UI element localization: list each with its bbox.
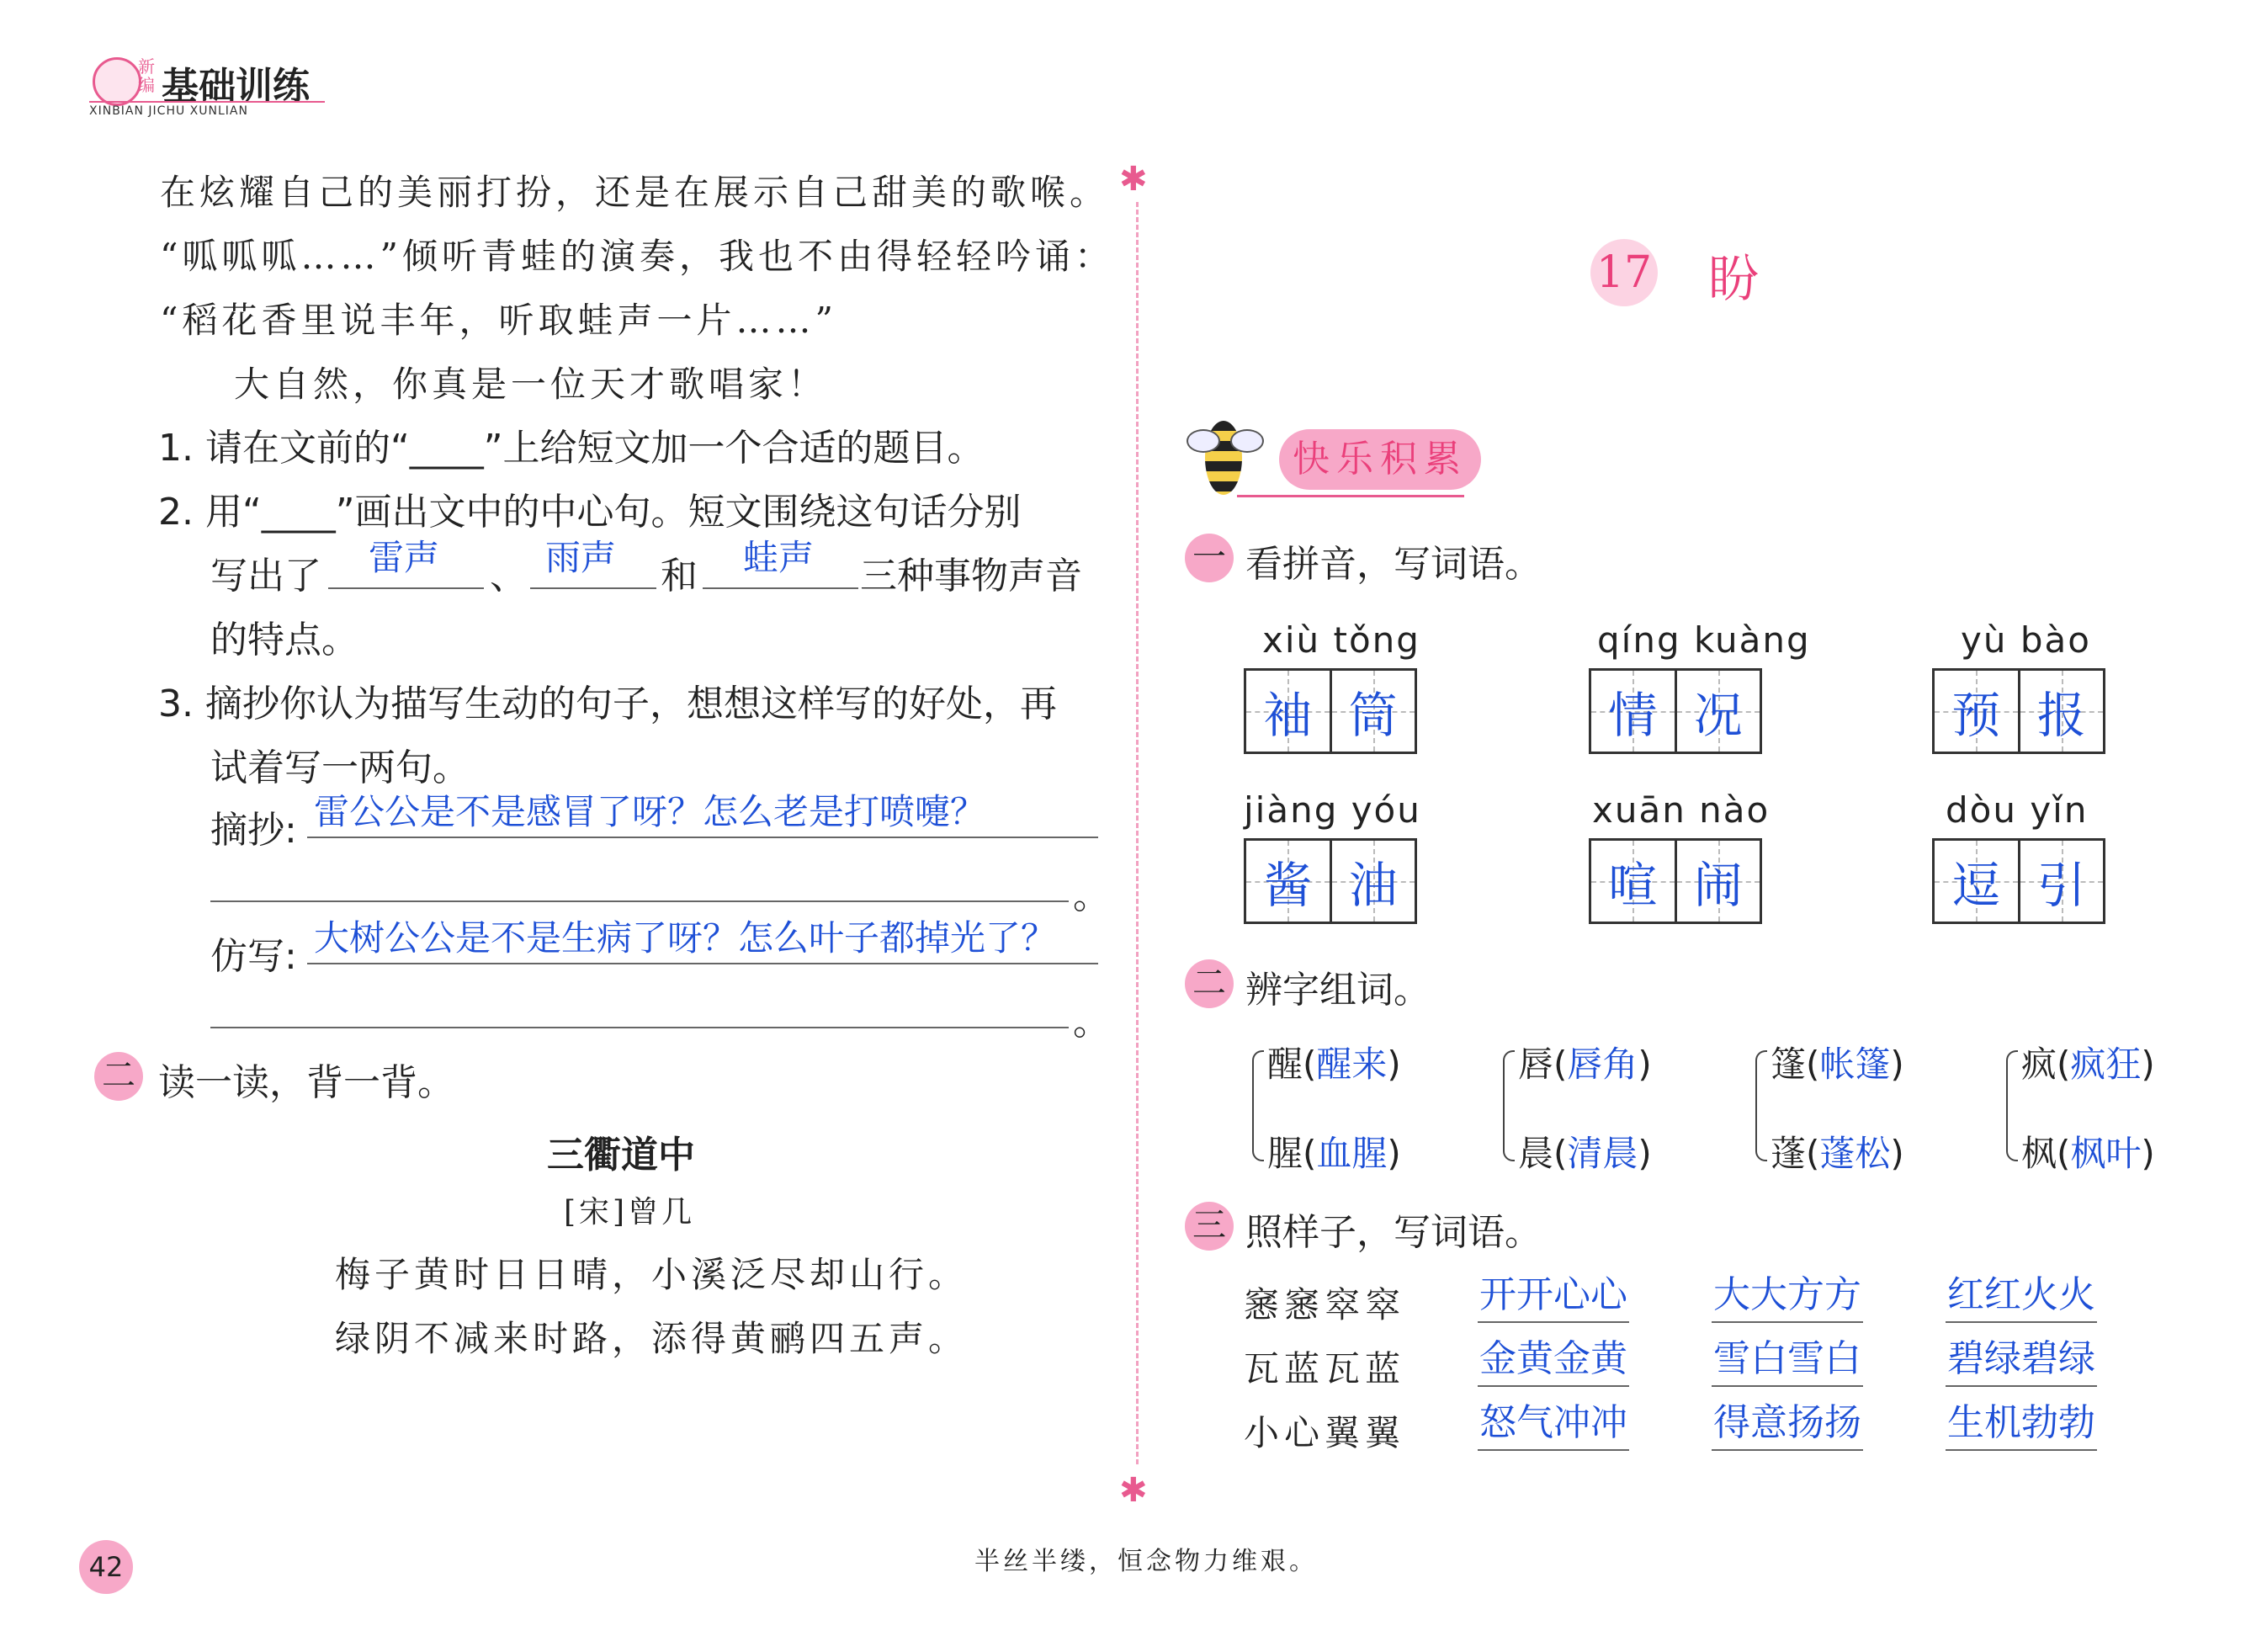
answer-thunder: 雷声 (369, 537, 440, 578)
tianzi-cell: 喧 (1591, 841, 1675, 922)
brace (1503, 1050, 1515, 1161)
answer: 疯狂 (2070, 1044, 2142, 1085)
answer-word[interactable]: 雪白雪白 (1712, 1328, 1863, 1387)
banner-underline (1237, 495, 1464, 497)
example-word-2: 瓦蓝瓦蓝 (1244, 1348, 1406, 1389)
question-2-line-3: 的特点。 (210, 619, 358, 661)
section-2-right-title: 辨字组词。 (1245, 969, 1431, 1012)
tianzi-box-3[interactable] (1932, 668, 2105, 754)
answer-word[interactable]: 碧绿碧绿 (1946, 1328, 2097, 1387)
question-1: 1. 请在文前的“____”上给短文加一个合适的题目。 (158, 427, 985, 470)
answer: 帐篷 (1819, 1044, 1891, 1085)
answer-rain: 雨声 (545, 537, 617, 578)
tianzi-cell: 闹 (1675, 841, 1760, 922)
section-3-right-title: 照样子，写词语。 (1245, 1211, 1542, 1254)
lesson-title: 盼 (1708, 250, 1759, 309)
bee-icon (1187, 404, 1262, 497)
answer-word[interactable]: 开开心心 (1478, 1264, 1629, 1323)
tianzi-cell: 报 (2018, 671, 2104, 752)
excerpt-label: 摘抄: (210, 809, 297, 852)
tianzi-box-4[interactable] (1244, 838, 1417, 924)
answer-word[interactable]: 大大方方 (1712, 1264, 1863, 1323)
brace (1755, 1050, 1767, 1161)
answer-word[interactable]: 怒气冲冲 (1478, 1392, 1629, 1451)
answer-word[interactable]: 红红火火 (1946, 1264, 2097, 1323)
poem-line-1: 梅子黄时日日晴，小溪泛尽却山行。 (335, 1254, 969, 1295)
answer-frog: 蛙声 (743, 537, 815, 578)
tianzi-box-5[interactable] (1589, 838, 1762, 924)
tianzi-box-6[interactable] (1932, 838, 2105, 924)
divider-star-bottom: ✱ (1119, 1471, 1148, 1510)
word-group-2-bottom: 晨(清晨) (1518, 1133, 1652, 1174)
center-divider (1136, 202, 1139, 1464)
section-2-right-number: 二 (1185, 959, 1234, 1008)
section-2-left-title: 读一读，背一背。 (158, 1061, 454, 1104)
word-group-4-bottom: 枫(枫叶) (2021, 1133, 2155, 1174)
answer: 血腥 (1316, 1133, 1388, 1174)
divider-star-top: ✱ (1119, 160, 1148, 199)
question-3-line-2: 试着写一两句。 (210, 746, 470, 789)
poem-line-2: 绿阴不减来时路，添得黄鹂四五声。 (335, 1318, 969, 1359)
imitate-label: 仿写: (210, 935, 297, 978)
answer-word[interactable]: 得意扬扬 (1712, 1392, 1863, 1451)
pinyin-3: yù bào (1961, 619, 2091, 661)
tianzi-cell: 预 (1935, 671, 2018, 752)
pinyin-1: xiù tǒng (1262, 619, 1420, 661)
poem-title: 三衢道中 (547, 1134, 695, 1177)
example-word-1: 窸窸窣窣 (1244, 1284, 1406, 1325)
word-group-3-top: 篷(帐篷) (1771, 1044, 1904, 1085)
answer-blank-1[interactable] (328, 537, 484, 589)
pinyin-4: jiàng yóu (1244, 789, 1421, 831)
question-2-prefix: 写出了 (210, 555, 321, 598)
tianzi-cell: 逗 (1935, 841, 2018, 922)
excerpt-period: 。 (1073, 874, 1110, 917)
tianzi-box-1[interactable] (1244, 668, 1417, 754)
footer-motto: 半丝半缕，恒念物力维艰。 (974, 1547, 1318, 1576)
answer: 醒来 (1316, 1044, 1388, 1085)
pinyin-2: qíng kuàng (1597, 619, 1811, 661)
brace (1252, 1050, 1264, 1161)
excerpt-line-2[interactable] (210, 850, 1069, 902)
question-2-sep-1: 、 (490, 555, 527, 598)
answer: 唇角 (1567, 1044, 1638, 1085)
section-1-right-number: 一 (1185, 534, 1234, 582)
question-2-line-1: 2. 用“____”画出文中的中心句。短文围绕这句话分别 (158, 491, 1022, 534)
word-group-3-bottom: 蓬(蓬松) (1771, 1133, 1904, 1174)
answer-blank-2[interactable] (530, 537, 656, 589)
series-title: 基础训练 (162, 65, 310, 108)
answer: 枫叶 (2070, 1133, 2142, 1174)
section-1-right-title: 看拼音，写词语。 (1245, 543, 1542, 586)
tianzi-cell: 筒 (1330, 671, 1415, 752)
series-pinyin: XINBIAN JICHU XUNLIAN (89, 104, 248, 118)
lesson-number: 17 (1590, 239, 1658, 306)
tianzi-box-2[interactable] (1589, 668, 1762, 754)
passage-line-3: “稻花香里说丰年，听取蛙声一片……” (160, 300, 837, 341)
word-group-4-top: 疯(疯狂) (2021, 1044, 2155, 1085)
example-word-3: 小心翼翼 (1244, 1412, 1406, 1453)
word-group-1-bottom: 腥(血腥) (1267, 1133, 1401, 1174)
excerpt-answer: 雷公公是不是感冒了呀？怎么老是打喷嚏？ (314, 791, 986, 832)
tianzi-cell: 酱 (1246, 841, 1330, 922)
question-3-line-1: 3. 摘抄你认为描写生动的句子，想想这样写的好处，再 (158, 683, 1057, 725)
header-rule (89, 101, 325, 103)
header-logo (84, 52, 337, 120)
tianzi-cell: 袖 (1246, 671, 1330, 752)
banner-happy-accumulate: 快乐积累 (1279, 429, 1481, 490)
pinyin-6: dòu yǐn (1946, 789, 2089, 831)
question-2-sep-2: 和 (661, 555, 698, 598)
series-badge: 新编 (138, 56, 155, 95)
tianzi-cell: 况 (1675, 671, 1760, 752)
imitate-line-2[interactable] (210, 976, 1069, 1028)
poem-author: [宋]曾几 (564, 1195, 696, 1230)
tianzi-cell: 引 (2018, 841, 2104, 922)
word-group-2-top: 唇(唇角) (1518, 1044, 1652, 1085)
imitate-line-1[interactable] (307, 911, 1098, 964)
passage-line-2: “呱呱呱……”倾听青蛙的演奏，我也不由得轻轻吟诵： (160, 236, 1114, 277)
logo-mascot-icon (93, 57, 141, 106)
answer-word[interactable]: 生机勃勃 (1946, 1392, 2097, 1451)
passage-line-1: 在炫耀自己的美丽打扮，还是在展示自己甜美的歌喉。 (160, 172, 1110, 213)
passage-line-4: 大自然，你真是一位天才歌唱家！ (234, 364, 828, 405)
answer: 清晨 (1567, 1133, 1638, 1174)
answer-word[interactable]: 金黄金黄 (1478, 1328, 1629, 1387)
answer: 蓬松 (1819, 1133, 1891, 1174)
imitate-period: 。 (1073, 1001, 1110, 1044)
word-group-1-top: 醒(醒来) (1267, 1044, 1401, 1085)
page-number: 42 (79, 1540, 133, 1594)
tianzi-cell: 情 (1591, 671, 1675, 752)
imitate-answer: 大树公公是不是生病了呀？怎么叶子都掉光了？ (314, 917, 1057, 959)
excerpt-line-1[interactable] (307, 784, 1098, 838)
pinyin-5: xuān nào (1592, 789, 1771, 831)
section-3-right-number: 三 (1185, 1202, 1234, 1251)
question-2-suffix: 三种事物声音 (860, 555, 1082, 598)
answer-blank-3[interactable] (703, 537, 858, 589)
tianzi-cell: 油 (1330, 841, 1415, 922)
brace (2006, 1050, 2018, 1161)
section-2-left-number: 二 (94, 1052, 143, 1101)
